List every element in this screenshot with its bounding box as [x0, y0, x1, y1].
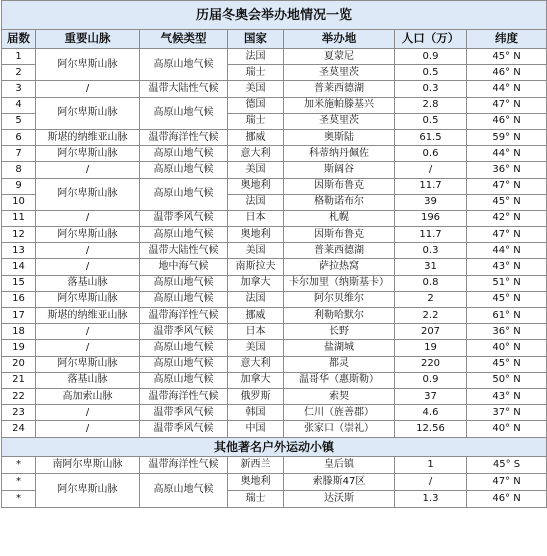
cell-city: 普莱西德湖	[284, 81, 395, 97]
cell-mountain: /	[36, 243, 140, 259]
cell-mountain: 斯堪的纳维亚山脉	[36, 129, 140, 145]
winter-olympics-table	[1, 0, 547, 508]
cell-city: 仁川（旌善郡）	[284, 405, 395, 421]
cell-climate: 高原山地气候	[140, 372, 228, 388]
table-row	[2, 388, 547, 404]
cell-lat: 45° S	[467, 456, 547, 473]
cell-no: 7	[2, 146, 36, 162]
header-population: 人口（万）	[395, 30, 467, 49]
cell-no: 10	[2, 194, 36, 210]
cell-country: 美国	[228, 162, 284, 178]
cell-city: 利勒哈默尔	[284, 308, 395, 324]
cell-country: 意大利	[228, 146, 284, 162]
cell-country: 加拿大	[228, 275, 284, 291]
cell-city: 因斯布鲁克	[284, 227, 395, 243]
cell-pop: 39	[395, 194, 467, 210]
table-row	[2, 405, 547, 421]
header-country: 国家	[228, 30, 284, 49]
cell-country: 美国	[228, 81, 284, 97]
cell-no: 12	[2, 227, 36, 243]
cell-mountain: 阿尔卑斯山脉	[36, 178, 140, 210]
cell-no: 23	[2, 405, 36, 421]
cell-lat: 43° N	[467, 259, 547, 275]
header-host-city: 举办地	[284, 30, 395, 49]
table-row	[2, 340, 547, 356]
table-row	[2, 49, 547, 65]
cell-mountain: /	[36, 210, 140, 226]
cell-no: 21	[2, 372, 36, 388]
table-row	[2, 243, 547, 259]
cell-no: *	[2, 473, 36, 490]
cell-climate: 高原山地气候	[140, 49, 228, 81]
cell-country: 瑞士	[228, 113, 284, 129]
cell-country: 美国	[228, 340, 284, 356]
cell-climate: 高原山地气候	[140, 473, 228, 507]
table-row	[2, 146, 547, 162]
cell-no: *	[2, 490, 36, 507]
cell-climate: 地中海气候	[140, 259, 228, 275]
table-row	[2, 308, 547, 324]
cell-city: 奥斯陆	[284, 129, 395, 145]
cell-mountain: 阿尔卑斯山脉	[36, 146, 140, 162]
cell-no: 22	[2, 388, 36, 404]
cell-pop: /	[395, 162, 467, 178]
table-row	[2, 227, 547, 243]
table-row	[2, 259, 547, 275]
cell-no: 17	[2, 308, 36, 324]
cell-climate: 温带海洋性气候	[140, 129, 228, 145]
cell-city: 张家口（崇礼）	[284, 421, 395, 437]
cell-pop: 0.3	[395, 243, 467, 259]
cell-climate: 高原山地气候	[140, 340, 228, 356]
cell-no: 24	[2, 421, 36, 437]
cell-lat: 47° N	[467, 97, 547, 113]
cell-country: 日本	[228, 210, 284, 226]
cell-country: 意大利	[228, 356, 284, 372]
cell-mountain: 南阿尔卑斯山脉	[36, 456, 140, 473]
cell-pop: 196	[395, 210, 467, 226]
cell-mountain: /	[36, 324, 140, 340]
cell-mountain: 斯堪的纳维亚山脉	[36, 308, 140, 324]
cell-country: 南斯拉夫	[228, 259, 284, 275]
cell-lat: 46° N	[467, 65, 547, 81]
cell-mountain: /	[36, 405, 140, 421]
table-row	[2, 456, 547, 473]
cell-pop: 11.7	[395, 178, 467, 194]
cell-no: 5	[2, 113, 36, 129]
cell-pop: 11.7	[395, 227, 467, 243]
section-title: 其他著名户外运动小镇	[2, 437, 547, 456]
cell-no: 1	[2, 49, 36, 65]
cell-pop: 207	[395, 324, 467, 340]
cell-climate: 温带海洋性气候	[140, 308, 228, 324]
cell-lat: 47° N	[467, 473, 547, 490]
cell-pop: 2.8	[395, 97, 467, 113]
cell-country: 法国	[228, 194, 284, 210]
cell-mountain: /	[36, 162, 140, 178]
cell-no: *	[2, 456, 36, 473]
cell-city: 索契	[284, 388, 395, 404]
cell-country: 韩国	[228, 405, 284, 421]
cell-climate: 高原山地气候	[140, 97, 228, 129]
cell-city: 札幌	[284, 210, 395, 226]
cell-climate: 温带海洋性气候	[140, 456, 228, 473]
cell-climate: 高原山地气候	[140, 162, 228, 178]
cell-pop: 4.6	[395, 405, 467, 421]
cell-no: 8	[2, 162, 36, 178]
cell-city: 圣莫里茨	[284, 65, 395, 81]
cell-pop: 1	[395, 456, 467, 473]
cell-country: 德国	[228, 97, 284, 113]
table-row	[2, 275, 547, 291]
cell-city: 索滕斯47区	[284, 473, 395, 490]
cell-climate: 高原山地气候	[140, 178, 228, 210]
cell-country: 加拿大	[228, 372, 284, 388]
cell-pop: 0.5	[395, 113, 467, 129]
cell-climate: 温带季风气候	[140, 405, 228, 421]
cell-lat: 44° N	[467, 243, 547, 259]
section-row	[2, 437, 547, 456]
cell-climate: 高原山地气候	[140, 356, 228, 372]
cell-pop: 0.6	[395, 146, 467, 162]
cell-climate: 温带季风气候	[140, 324, 228, 340]
cell-lat: 44° N	[467, 81, 547, 97]
cell-city: 长野	[284, 324, 395, 340]
cell-pop: 0.8	[395, 275, 467, 291]
table-row	[2, 97, 547, 113]
cell-city: 萨拉热窝	[284, 259, 395, 275]
cell-lat: 47° N	[467, 178, 547, 194]
cell-city: 皇后镇	[284, 456, 395, 473]
cell-lat: 36° N	[467, 162, 547, 178]
cell-city: 阿尔贝维尔	[284, 291, 395, 307]
cell-lat: 43° N	[467, 388, 547, 404]
cell-country: 中国	[228, 421, 284, 437]
cell-lat: 50° N	[467, 372, 547, 388]
cell-city: 加米施帕滕基兴	[284, 97, 395, 113]
cell-city: 夏蒙尼	[284, 49, 395, 65]
cell-city: 盐湖城	[284, 340, 395, 356]
cell-country: 瑞士	[228, 65, 284, 81]
cell-climate: 温带季风气候	[140, 421, 228, 437]
cell-no: 15	[2, 275, 36, 291]
cell-country: 奥地利	[228, 473, 284, 490]
header-climate: 气候类型	[140, 30, 228, 49]
cell-climate: 高原山地气候	[140, 227, 228, 243]
cell-lat: 44° N	[467, 146, 547, 162]
cell-no: 13	[2, 243, 36, 259]
cell-mountain: 落基山脉	[36, 372, 140, 388]
cell-mountain: 阿尔卑斯山脉	[36, 356, 140, 372]
cell-no: 18	[2, 324, 36, 340]
cell-no: 6	[2, 129, 36, 145]
cell-city: 都灵	[284, 356, 395, 372]
cell-city: 圣莫里茨	[284, 113, 395, 129]
cell-pop: 1.3	[395, 490, 467, 507]
cell-pop: 2.2	[395, 308, 467, 324]
cell-pop: 19	[395, 340, 467, 356]
table-row	[2, 81, 547, 97]
table-row	[2, 372, 547, 388]
cell-climate: 温带大陆性气候	[140, 243, 228, 259]
header-no: 届数	[2, 30, 36, 49]
cell-lat: 46° N	[467, 113, 547, 129]
cell-mountain: /	[36, 421, 140, 437]
cell-climate: 高原山地气候	[140, 291, 228, 307]
cell-city: 普莱西德湖	[284, 243, 395, 259]
table-row	[2, 291, 547, 307]
cell-lat: 40° N	[467, 340, 547, 356]
cell-country: 奥地利	[228, 227, 284, 243]
cell-mountain: 落基山脉	[36, 275, 140, 291]
cell-lat: 59° N	[467, 129, 547, 145]
cell-country: 挪威	[228, 129, 284, 145]
cell-pop: 220	[395, 356, 467, 372]
cell-country: 日本	[228, 324, 284, 340]
cell-pop: 0.5	[395, 65, 467, 81]
cell-pop: 0.9	[395, 372, 467, 388]
cell-pop: /	[395, 473, 467, 490]
cell-country: 瑞士	[228, 490, 284, 507]
cell-mountain: 阿尔卑斯山脉	[36, 473, 140, 507]
table-row	[2, 210, 547, 226]
table-title: 历届冬奥会举办地情况一览	[2, 1, 547, 30]
cell-city: 斯阔谷	[284, 162, 395, 178]
cell-mountain: 阿尔卑斯山脉	[36, 97, 140, 129]
header-latitude: 纬度	[467, 30, 547, 49]
cell-pop: 37	[395, 388, 467, 404]
cell-country: 法国	[228, 49, 284, 65]
cell-country: 俄罗斯	[228, 388, 284, 404]
cell-pop: 0.9	[395, 49, 467, 65]
cell-lat: 51° N	[467, 275, 547, 291]
cell-country: 新西兰	[228, 456, 284, 473]
cell-mountain: /	[36, 81, 140, 97]
cell-lat: 42° N	[467, 210, 547, 226]
header-mountain: 重要山脉	[36, 30, 140, 49]
cell-climate: 高原山地气候	[140, 146, 228, 162]
cell-lat: 45° N	[467, 356, 547, 372]
cell-mountain: 阿尔卑斯山脉	[36, 49, 140, 81]
cell-city: 卡尔加里（纳斯基卡）	[284, 275, 395, 291]
cell-climate: 温带海洋性气候	[140, 388, 228, 404]
cell-climate: 温带季风气候	[140, 210, 228, 226]
cell-country: 美国	[228, 243, 284, 259]
cell-pop: 2	[395, 291, 467, 307]
cell-lat: 36° N	[467, 324, 547, 340]
cell-lat: 45° N	[467, 49, 547, 65]
cell-no: 20	[2, 356, 36, 372]
cell-climate: 高原山地气候	[140, 275, 228, 291]
table-row	[2, 421, 547, 437]
cell-city: 因斯布鲁克	[284, 178, 395, 194]
cell-pop: 31	[395, 259, 467, 275]
cell-lat: 40° N	[467, 421, 547, 437]
cell-lat: 45° N	[467, 194, 547, 210]
table-row	[2, 324, 547, 340]
cell-city: 达沃斯	[284, 490, 395, 507]
table-row	[2, 129, 547, 145]
cell-country: 挪威	[228, 308, 284, 324]
cell-no: 14	[2, 259, 36, 275]
cell-mountain: 阿尔卑斯山脉	[36, 291, 140, 307]
cell-no: 9	[2, 178, 36, 194]
table-row	[2, 178, 547, 194]
cell-no: 2	[2, 65, 36, 81]
cell-country: 法国	[228, 291, 284, 307]
cell-lat: 45° N	[467, 291, 547, 307]
cell-mountain: 阿尔卑斯山脉	[36, 227, 140, 243]
cell-climate: 温带大陆性气候	[140, 81, 228, 97]
cell-city: 科蒂纳丹佩佐	[284, 146, 395, 162]
cell-mountain: /	[36, 340, 140, 356]
table-row	[2, 356, 547, 372]
cell-no: 19	[2, 340, 36, 356]
cell-pop: 61.5	[395, 129, 467, 145]
cell-lat: 47° N	[467, 227, 547, 243]
cell-mountain: /	[36, 259, 140, 275]
cell-city: 格勒诺布尔	[284, 194, 395, 210]
cell-pop: 0.3	[395, 81, 467, 97]
cell-no: 16	[2, 291, 36, 307]
cell-city: 温哥华（惠斯勒）	[284, 372, 395, 388]
cell-no: 4	[2, 97, 36, 113]
cell-pop: 12.56	[395, 421, 467, 437]
cell-lat: 46° N	[467, 490, 547, 507]
cell-country: 奥地利	[228, 178, 284, 194]
table-row	[2, 473, 547, 490]
cell-mountain: 高加索山脉	[36, 388, 140, 404]
cell-lat: 37° N	[467, 405, 547, 421]
cell-no: 3	[2, 81, 36, 97]
cell-lat: 61° N	[467, 308, 547, 324]
cell-no: 11	[2, 210, 36, 226]
table-row	[2, 162, 547, 178]
